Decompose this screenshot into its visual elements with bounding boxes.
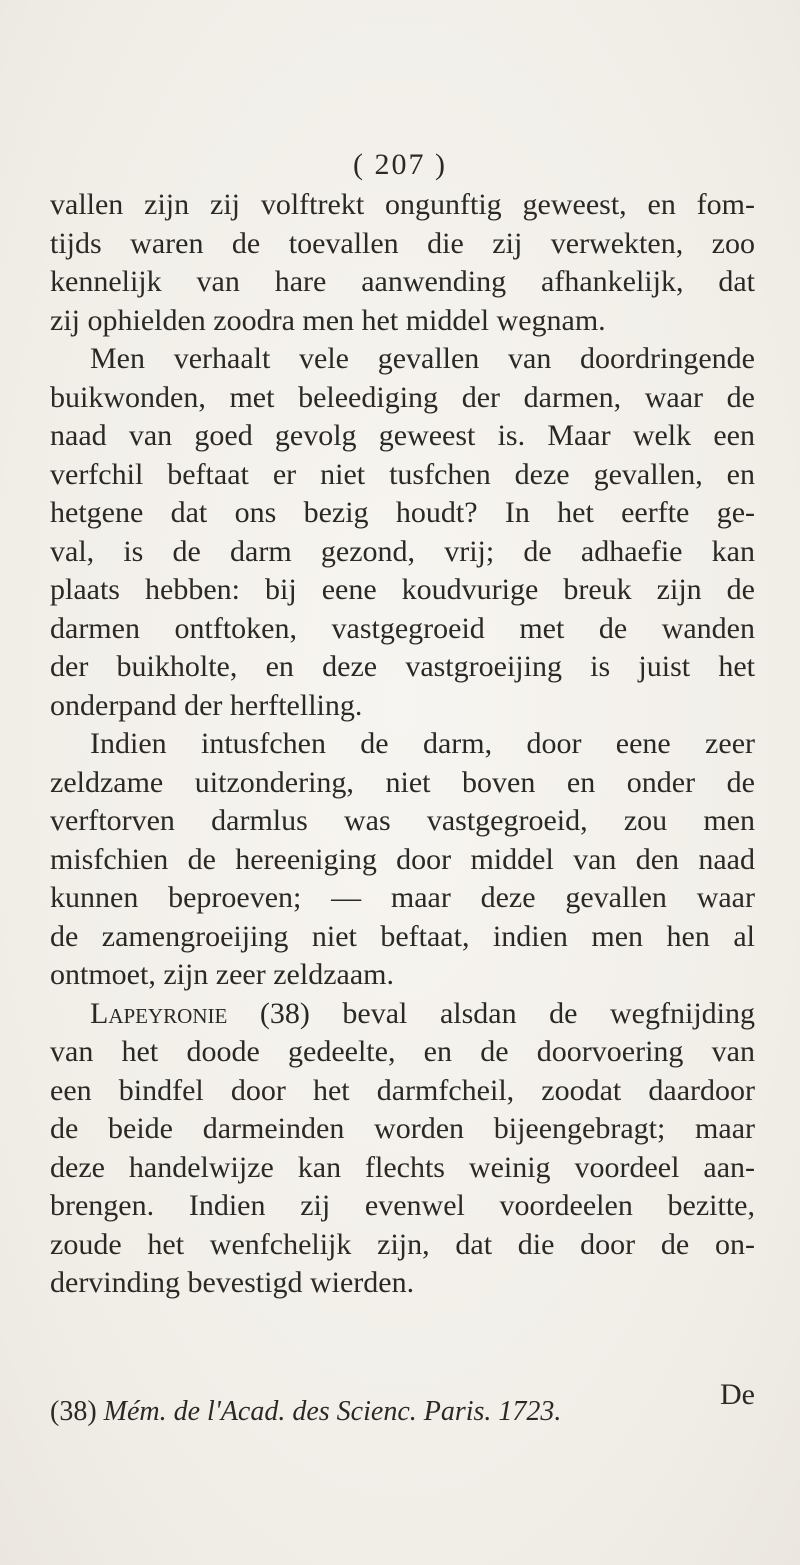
body-text: [50, 186, 755, 1303]
text-line: brengen. Indien zij evenwel voordeelen bezitte,: [50, 1189, 755, 1222]
text-line: deze handelwijze kan flechts weinig voordeel aan-: [50, 1150, 755, 1184]
text-line: kennelijk van hare aanwending afhankelijk, dat: [50, 265, 755, 298]
text-line: Indien intusfchen de darm, door eene zeer: [90, 727, 755, 760]
text-line: buikwonden, met beleediging der darmen, waar de: [50, 380, 755, 414]
text-line-lapeyronie: Lapeyronie (38) beval alsdan de wegfnijding: [90, 996, 755, 1030]
text-line: verfchil beftaat er niet tusfchen deze gevallen, en: [50, 457, 755, 491]
text-line: zeldzame uitzondering, niet boven en onder de: [50, 765, 755, 799]
text-line: darmen ontftoken, vastgegroeid met de wanden: [50, 611, 755, 645]
footnote: [50, 1394, 755, 1430]
footnote-citation: Mém. de l'Acad. des Scienc. Paris. 1723.: [103, 1396, 562, 1427]
text-line: zij ophielden zoodra men het middel wegnam.: [50, 303, 606, 337]
text-line: der buikholte, en deze vastgroeijing is juist het: [50, 650, 755, 683]
text-line: vallen zijn zij volftrekt ongunftig geweest, en fom-: [50, 188, 755, 221]
text-line: tijds waren de toevallen die zij verwekten, zoo: [50, 226, 755, 260]
text-line: kunnen beproeven; — maar deze gevallen waar: [50, 881, 755, 914]
text-line: val, is de darm gezond, vrij; de adhaefie kan: [50, 534, 755, 568]
text-line: zoude het wenfchelijk zijn, dat die door de on-: [50, 1227, 755, 1261]
text-line: de beide darmeinden worden bijeengebragt; maar: [50, 1112, 755, 1145]
text-line: een bindfel door het darmfcheil, zoodat daardoor: [50, 1073, 755, 1107]
text-line: de zamengroeijing niet beftaat, indien men hen al: [50, 919, 755, 953]
text-line: Men verhaalt vele gevallen van doordringende: [90, 342, 755, 375]
text-line: dervinding bevestigd wierden.: [50, 1266, 415, 1299]
author-name: Lapeyronie: [90, 996, 228, 1030]
catchword: De: [720, 1378, 755, 1411]
text-line: plaats hebben: bij eene koudvurige breuk zijn de: [50, 573, 755, 606]
footnote-marker: (38): [50, 1396, 97, 1427]
page-number: ( 207 ): [353, 148, 447, 181]
text-line: misfchien de hereeniging door middel van den naad: [50, 842, 755, 876]
text-line: hetgene dat ons bezig houdt? In het eerfte ge-: [50, 496, 755, 529]
text-line: verftorven darmlus was vastgegroeid, zou men: [50, 804, 755, 837]
text-line: ontmoet, zijn zeer zeldzaam.: [50, 958, 394, 991]
text-line: van het doode gedeelte, en de doorvoering van: [50, 1035, 755, 1068]
text-line: naad van goed gevolg geweest is. Maar welk een: [50, 419, 755, 452]
text-line: onderpand der herftelling.: [50, 688, 363, 722]
